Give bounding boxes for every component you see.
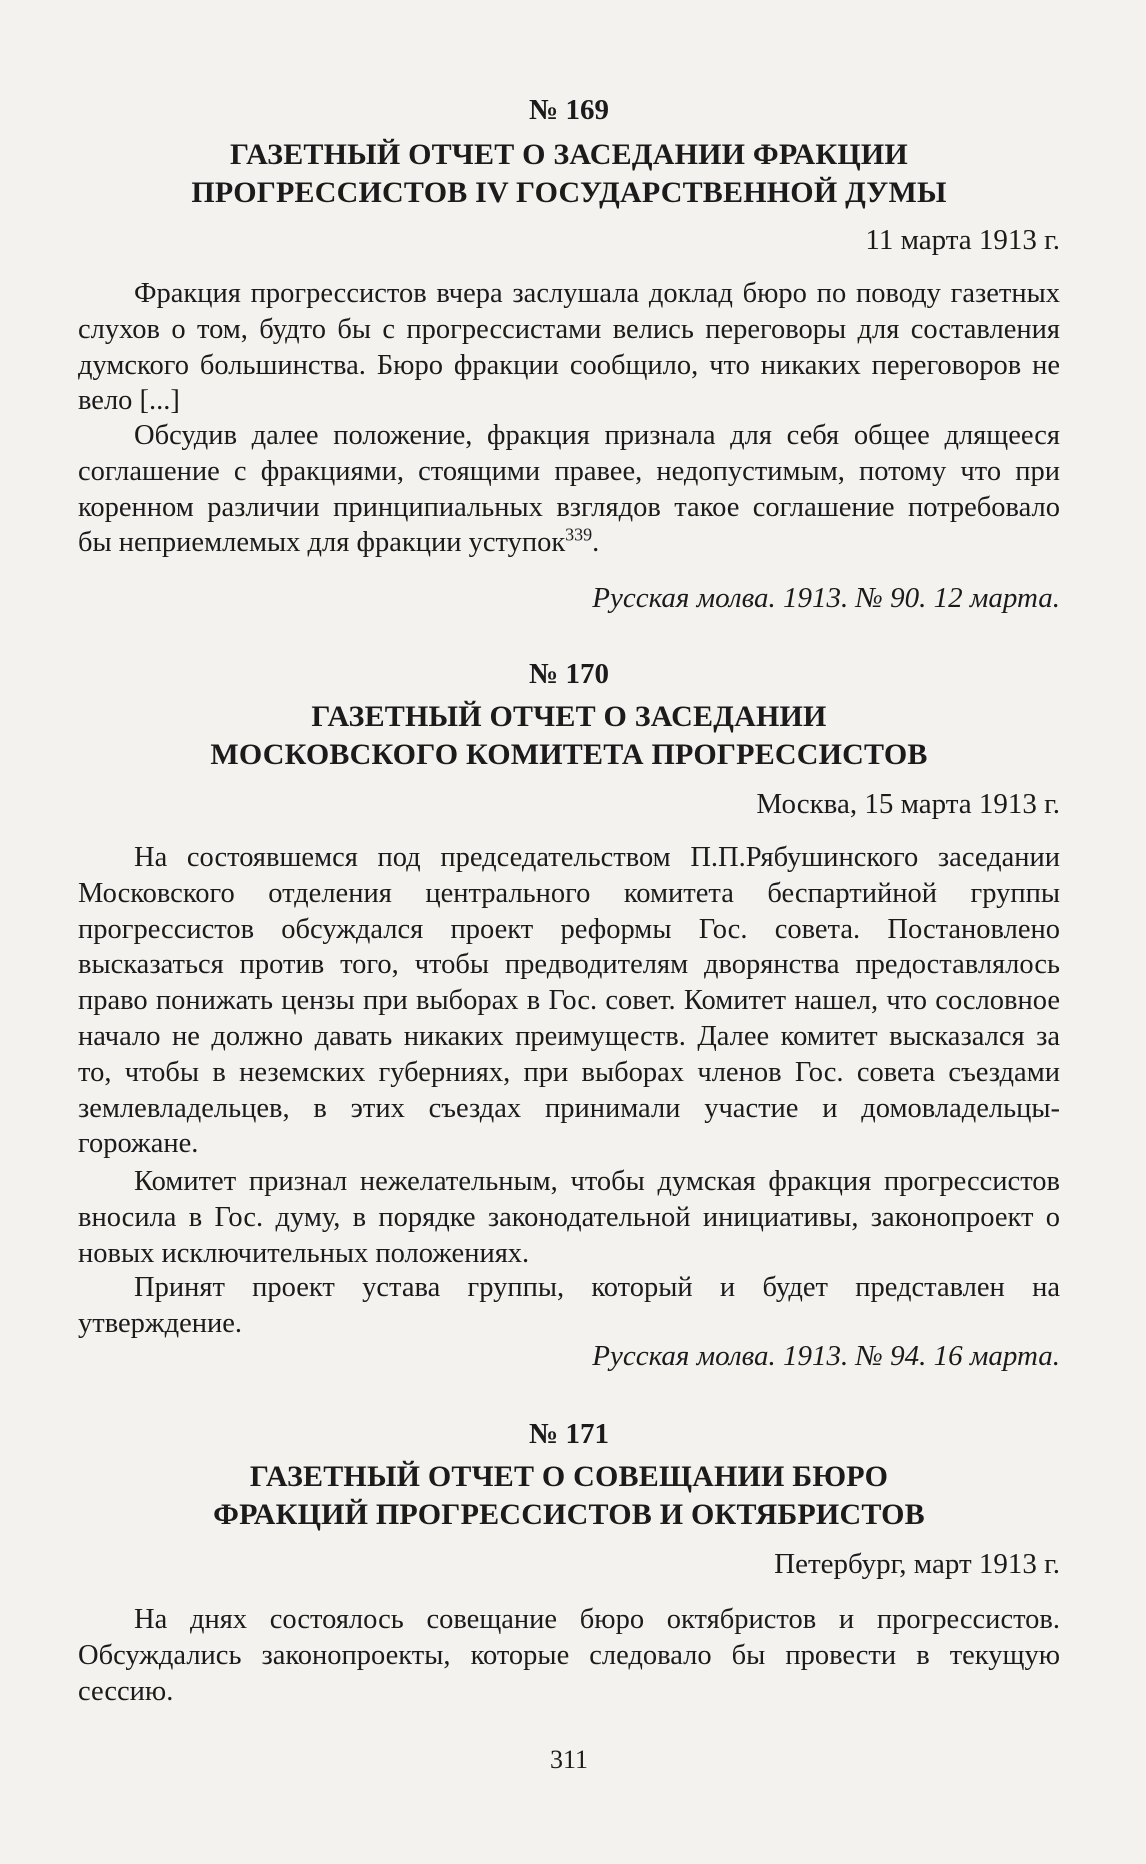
doc-169-paragraph-1: Фракция прогрессистов вчера заслушала доклад бюро по поводу газетных слухов о том, будто бы с прогрессистами велись переговоры для составления думского большинства. Бюро фракции сообщило, что никаких переговоров не вело [...] xyxy=(78,278,1060,417)
doc-170-paragraph-1: На состоявшемся под председательством П.П.Рябушинского заседании Московского отделения центрального комитета беспартийной группы прогрессистов обсуждался проект реформы Гос. совета. Постановлено высказаться против того, чтобы предводителям дворянства предоставлялось право понижать цензы при выборах в Гос. совет. Комитет нашел, что сословное начало не должно давать никаких преимуществ. Далее комитет высказался за то, чтобы в неземских губерниях, при выборах членов Гос. совета съездами землевладельцев, в этих съездах принимали участие и домовладельцы-горожане. xyxy=(78,842,1060,1160)
doc-169-date: 11 марта 1913 г. xyxy=(865,224,1060,256)
doc-171-title-line-1: ГАЗЕТНЫЙ ОТЧЕТ О СОВЕЩАНИИ БЮРО xyxy=(249,1460,889,1493)
doc-169-title-line-2: ПРОГРЕССИСТОВ IV ГОСУДАРСТВЕННОЙ ДУМЫ xyxy=(191,176,947,209)
doc-169-source: Русская молва. 1913. № 90. 12 марта. xyxy=(592,582,1060,614)
doc-170-title-line-1: ГАЗЕТНЫЙ ОТЧЕТ О ЗАСЕДАНИИ xyxy=(311,700,827,733)
doc-169-title-line-1: ГАЗЕТНЫЙ ОТЧЕТ О ЗАСЕДАНИИ ФРАКЦИИ xyxy=(230,138,908,171)
doc-171-title-line-2: ФРАКЦИЙ ПРОГРЕССИСТОВ И ОКТЯБРИСТОВ xyxy=(213,1498,925,1531)
doc-169-paragraph-2 xyxy=(78,418,1060,561)
doc-169-paragraph-2-end: . xyxy=(592,527,600,559)
doc-171-number: № 171 xyxy=(529,1418,609,1450)
page-number: 311 xyxy=(549,1745,589,1774)
doc-170-paragraph-2: Комитет признал нежелательным, чтобы думская фракция прогрессистов вносила в Гос. думу, в порядке законодательной инициативы, законопроект о новых исключительных положениях. xyxy=(78,1166,1060,1269)
doc-170-paragraph-3: Принят проект устава группы, который и будет представлен на утверждение. xyxy=(78,1272,1060,1339)
doc-170-title xyxy=(78,698,1060,774)
doc-171-date: Петербург, март 1913 г. xyxy=(774,1548,1060,1580)
doc-170-date: Москва, 15 марта 1913 г. xyxy=(756,788,1060,820)
doc-170-number: № 170 xyxy=(529,658,609,690)
doc-170-title-line-2: МОСКОВСКОГО КОМИТЕТА ПРОГРЕССИСТОВ xyxy=(210,738,928,771)
doc-170-source: Русская молва. 1913. № 94. 16 марта. xyxy=(592,1340,1060,1372)
footnote-ref-339: 339 xyxy=(565,524,593,545)
doc-171-title xyxy=(78,1458,1060,1534)
doc-169-number: № 169 xyxy=(529,94,609,126)
doc-171-paragraph-1: На днях состоялось совещание бюро октябристов и прогрессистов. Обсуждались законопроекты, которые следовало бы провести в текущую сессию. xyxy=(78,1604,1060,1707)
doc-169-title xyxy=(78,136,1060,212)
doc-169-paragraph-2-text: Обсудив далее положение, фракция признала для себя общее длящееся соглашение с фракциями, стоящими правее, недопустимым, потому что при коренном различии принципиальных взглядов такое соглашение потребовало бы неприемлемых для фракции уступок xyxy=(78,420,1060,559)
